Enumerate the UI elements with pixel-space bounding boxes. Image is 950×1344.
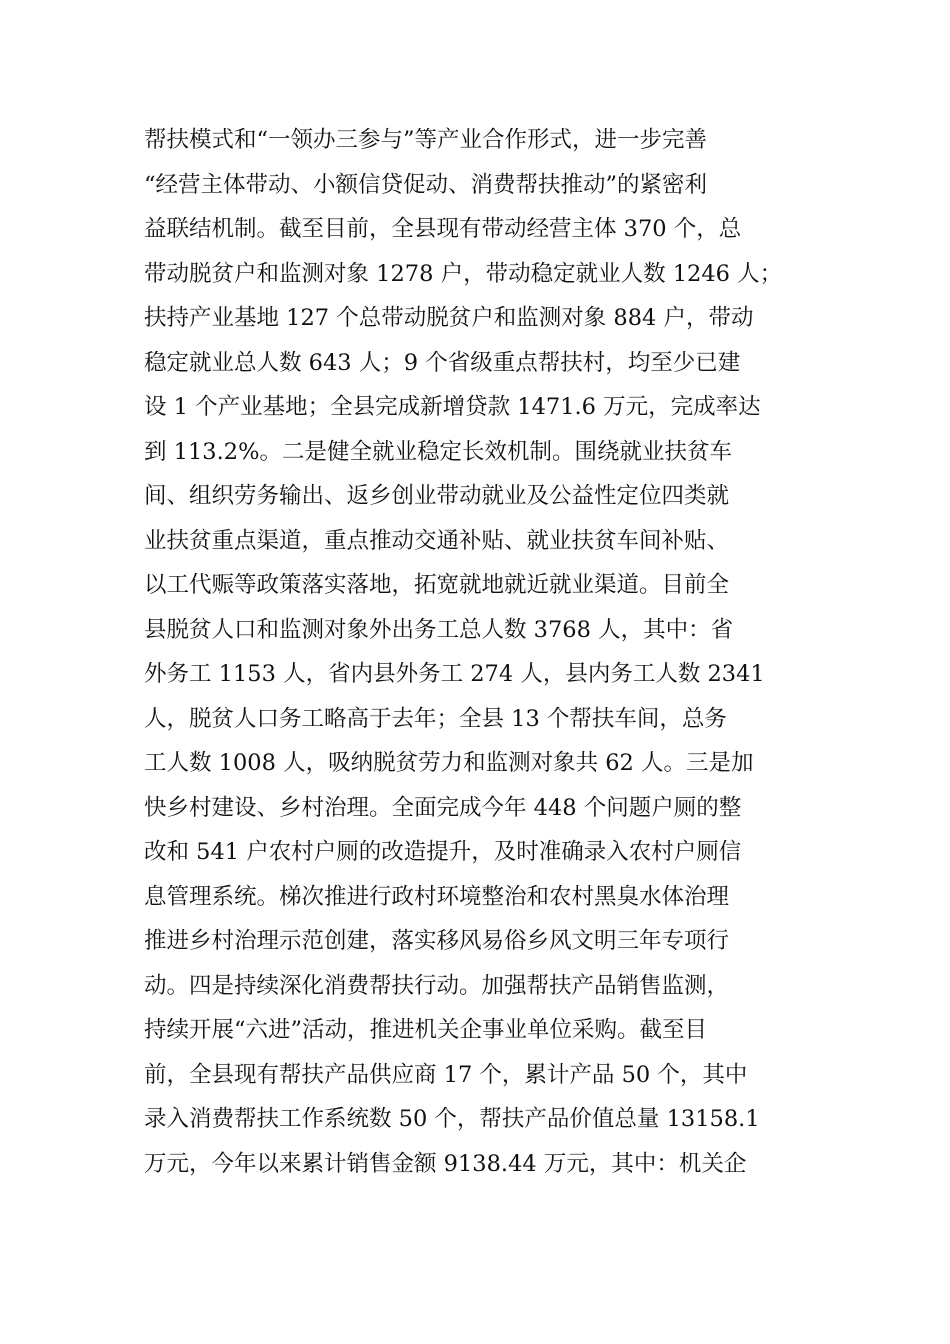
text-line: 外务工 1153 人，省内县外务工 274 人，县内务工人数 2341 bbox=[144, 661, 765, 687]
body-text bbox=[144, 118, 834, 1186]
text-line: 改和 541 户农村户厕的改造提升，及时准确录入农村户厕信 bbox=[144, 839, 742, 865]
text-line: 息管理系统。梯次推进行政村环境整治和农村黑臭水体治理 bbox=[144, 883, 730, 910]
text-line: 带动脱贫户和监测对象 1278 户，带动稳定就业人数 1246 人； bbox=[144, 260, 783, 287]
text-line: 县脱贫人口和监测对象外出务工总人数 3768 人，其中：省 bbox=[144, 616, 734, 643]
text-line: 人，脱贫人口务工略高于去年；全县 13 个帮扶车间，总务 bbox=[144, 705, 727, 732]
text-line: 工人数 1008 人，吸纳脱贫劳力和监测对象共 62 人。三是加 bbox=[144, 750, 754, 776]
text-line: 快乡村建设、乡村治理。全面完成今年 448 个问题户厕的整 bbox=[144, 794, 742, 821]
text-line: “经营主体带动、小额信贷促动、消费帮扶推动”的紧密利 bbox=[144, 171, 708, 198]
text-line: 益联结机制。截至目前，全县现有带动经营主体 370 个，总 bbox=[144, 216, 742, 242]
text-line: 扶持产业基地 127 个总带动脱贫户和监测对象 884 户，带动 bbox=[144, 305, 754, 331]
text-line: 业扶贫重点渠道，重点推动交通补贴、就业扶贫车间补贴、 bbox=[144, 527, 730, 554]
text-line: 稳定就业总人数 643 人；9 个省级重点帮扶村，均至少已建 bbox=[144, 349, 741, 376]
text-line: 帮扶模式和“一领办三参与”等产业合作形式，进一步完善 bbox=[144, 127, 708, 153]
text-line: 间、组织劳务输出、返乡创业带动就业及公益性定位四类就 bbox=[144, 483, 730, 509]
text-line: 前，全县现有帮扶产品供应商 17 个，累计产品 50 个，其中 bbox=[144, 1061, 748, 1088]
text-line: 推进乡村治理示范创建，落实移风易俗乡风文明三年专项行 bbox=[144, 928, 730, 954]
text-line: 持续开展“六进”活动，推进机关企事业单位采购。截至目 bbox=[144, 1017, 708, 1043]
text-line: 到 113.2%。二是健全就业稳定长效机制。围绕就业扶贫车 bbox=[144, 438, 732, 465]
text-line: 万元，今年以来累计销售金额 9138.44 万元，其中：机关企 bbox=[144, 1150, 747, 1177]
text-line: 以工代赈等政策落实落地，拓宽就地就近就业渠道。目前全 bbox=[144, 572, 730, 598]
text-line: 设 1 个产业基地；全县完成新增贷款 1471.6 万元，完成率达 bbox=[144, 394, 761, 420]
text-line: 动。四是持续深化消费帮扶行动。加强帮扶产品销售监测， bbox=[144, 972, 730, 999]
text-line: 录入消费帮扶工作系统数 50 个，帮扶产品价值总量 13158.1 bbox=[144, 1106, 760, 1132]
